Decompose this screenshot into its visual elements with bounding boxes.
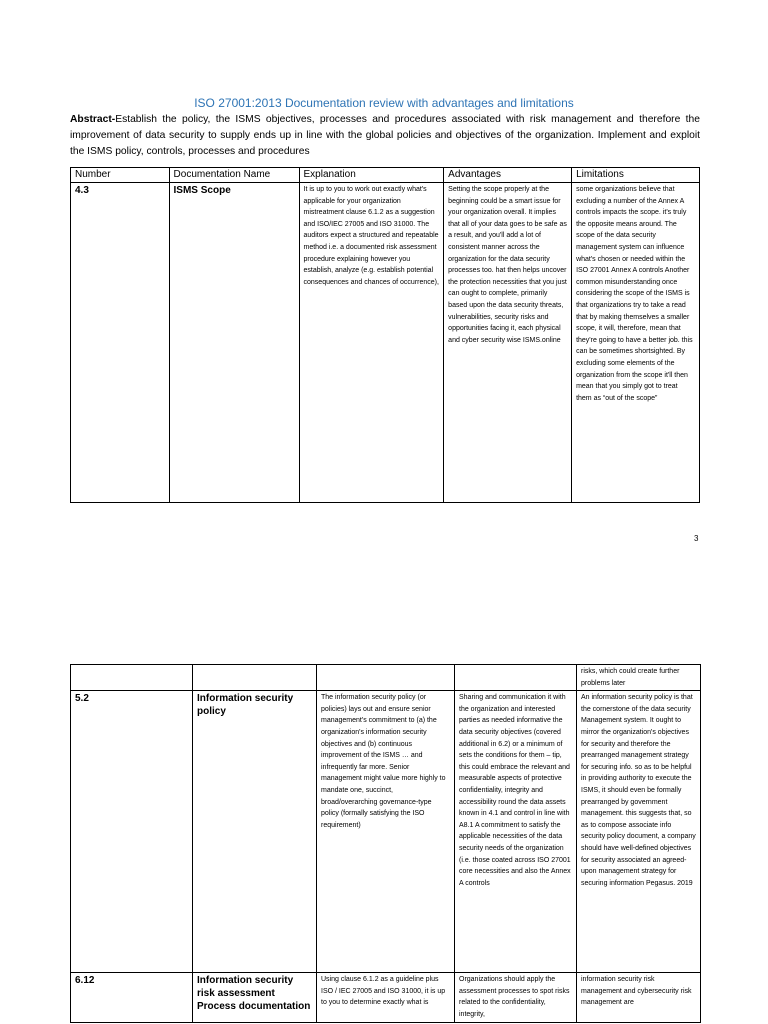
header-number: Number (71, 168, 170, 183)
header-explanation: Explanation (299, 168, 444, 183)
row-advantages (455, 665, 577, 691)
table-row (71, 973, 701, 1022)
row-limitations: risks, which could create further problems later (577, 665, 701, 691)
row-number: 4.3 (71, 183, 170, 503)
table-header-row (71, 168, 700, 183)
abstract-paragraph (70, 112, 700, 160)
table-row (71, 691, 701, 973)
row-number (71, 665, 193, 691)
row-limitations: some organizations believe that excluding a number of the Annex A controls impacts the scope. it's truly the opposite means around. The scope of the data security management system can influence what's chosen or needed within the ISO 27001 Annex A controls Another common misunderstanding once considering the scope of the ISMS is that organizations try to take a read that by making themselves a smaller scope, it will, therefore, mean that they're going to have a better job. this can be sometimes shortsighted. By excluding some elements of the organization from the scope it'll then mean that you simply got to treat them as “out of the scope” (572, 183, 700, 503)
row-explanation: Using clause 6.1.2 as a guideline plus ISO / IEC 27005 and ISO 31000, it is up to you to determine exactly what is (317, 973, 455, 1022)
row-limitations: information security risk management and cybersecurity risk management are (577, 973, 701, 1022)
row-advantages: Organizations should apply the assessment processes to spot risks related to the confidentiality, integrity, (455, 973, 577, 1022)
row-documentation-name (193, 665, 317, 691)
page-title: ISO 27001:2013 Documentation review with advantages and limitations (194, 96, 574, 110)
row-documentation-name (193, 973, 317, 1022)
row-advantages: Setting the scope properly at the beginning could be a smart issue for your organization overall. It implies that all of your data goes to be safe as a result, and you'll add a lot of consistent manner across the organization for the data security processes too. hat then helps uncover the protection necessities that you just can ought to complete, primarily based upon the data security threats, vulnerabilities, security risks and opportunities facing it, each physical and cyber security wise ISMS.online (444, 183, 572, 503)
row-explanation: It is up to you to work out exactly what's applicable for your organization mistreatment clause 6.1.2 as a suggestion and ISO/IEC 27005 and ISO 31000. The auditors expect a structured and repeatable method i.e. a documented risk assessment procedure explaining however you establish, analyze (e.g. establish potential consequences and chances of occurrence), (299, 183, 444, 503)
row-advantages: Sharing and communication it with the organization and interested parties as needed informative the data security objectives (covered additional in 6.2) or a minimum of sets the conditions for them – tip, this could embrace the relevant and measurable aspects of protective confidentiality, integrity and accessibility round the data assets known in 4.1 and control in line with A8.1 A commitment to satisfy the applicable necessities of the data security needs of the organization (i.e. those coated across ISO 27001 core necessities and also the Annex A controls (455, 691, 577, 973)
row-explanation: The information security policy (or policies) lays out and ensure senior management's commitment to (a) the organization's information security objectives and (b) continuous improvement of the ISMS … and infrequently far more. Senior management might value more highly to mandate one, succinct, broad/overarching governance-type policy (formally satisfying the ISO requirement) (317, 691, 455, 973)
row-documentation-name: Information security policy (193, 691, 317, 973)
documentation-table-part2 (70, 664, 701, 1023)
header-documentation-name: Documentation Name (169, 168, 299, 183)
row-number: 6.12 (71, 973, 193, 1022)
row-documentation-name: ISMS Scope (169, 183, 299, 503)
row-explanation (317, 665, 455, 691)
header-advantages: Advantages (444, 168, 572, 183)
abstract-text: Establish the policy, the ISMS objectives, processes and procedures associated with risk management and therefore the improvement of data security to supply ends up in line with the global policies and objectives of the organization. Implement and exploit the ISMS policy, controls, processes and procedures (70, 114, 700, 157)
table-row (71, 183, 700, 503)
page-number: 3 (694, 534, 699, 543)
abstract-label: Abstract- (70, 114, 116, 125)
documentation-table-part1 (70, 167, 700, 503)
header-limitations: Limitations (572, 168, 700, 183)
row-limitations: An information security policy is that the cornerstone of the data security Management system. It ought to mirror the organization's objectives for security and therefore the prearranged management strategy for securing info. so as to be helpful in providing authority to execute the ISMS, it should even be formally prearranged by government management. this suggests that, so as to compose associate info security policy document, a company should have well-defined objectives for security associated an agreed-upon management strategy for securing information Pegasus. 2019 (577, 691, 701, 973)
table-row-continued (71, 665, 701, 691)
row-number: 5.2 (71, 691, 193, 973)
row-name-title: Information security risk assessment (197, 975, 294, 1000)
row-name-subtitle: Process documentation (197, 1001, 311, 1013)
